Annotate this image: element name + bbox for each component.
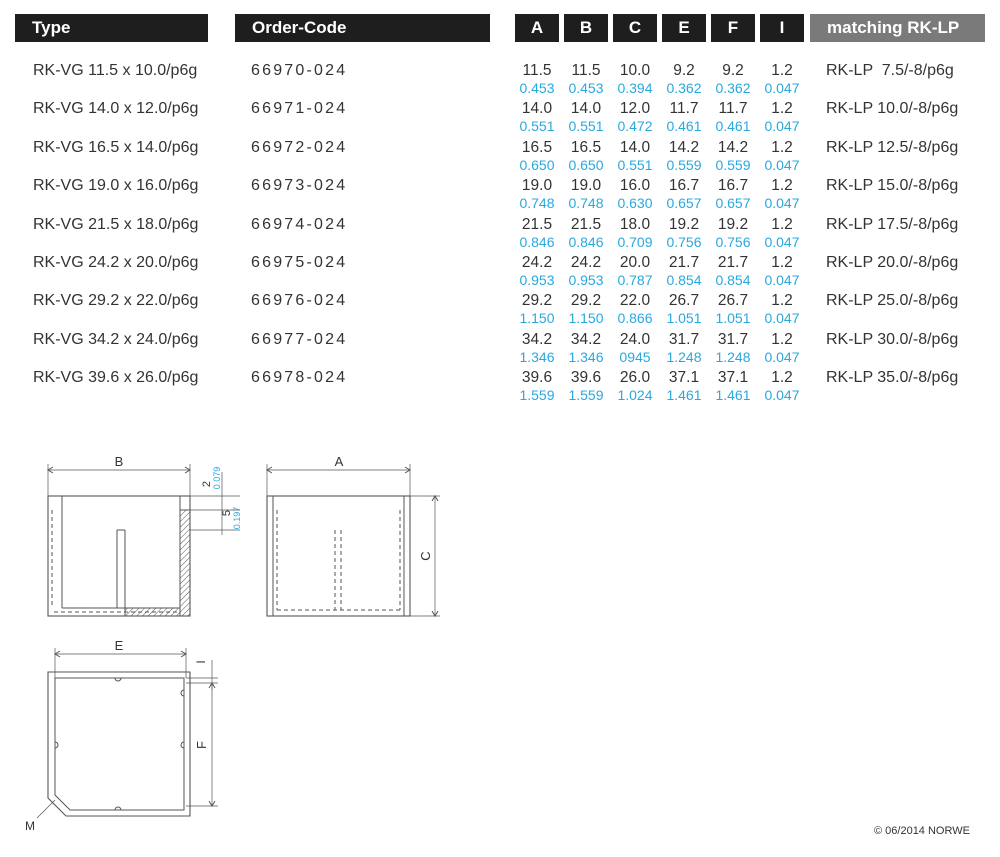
dim-f-cell bbox=[708, 292, 758, 327]
dim-i-cell bbox=[757, 100, 807, 135]
value-mm: 14.0 bbox=[521, 100, 553, 118]
value-inch: 0.551 bbox=[519, 118, 555, 135]
header-col-c: C bbox=[613, 14, 657, 42]
value-inch: 1.346 bbox=[568, 348, 604, 365]
header-order-code: Order-Code bbox=[235, 14, 490, 42]
dim-a-cell bbox=[512, 331, 562, 366]
matching-cell: RK-LP 7.5/-8/p6g bbox=[826, 62, 954, 79]
value-inch: 0.657 bbox=[715, 195, 751, 212]
value-mm: 16.5 bbox=[521, 138, 553, 156]
front-view-b bbox=[48, 464, 240, 616]
header-matching: matching RK-LP bbox=[810, 14, 985, 42]
copyright: © 06/2014 NORWE bbox=[874, 825, 970, 837]
value-mm: 14.2 bbox=[668, 138, 700, 156]
label-m: M bbox=[25, 819, 35, 833]
value-inch: 0.047 bbox=[764, 310, 800, 327]
dim-b-cell bbox=[561, 216, 611, 251]
dim-i-cell bbox=[757, 62, 807, 97]
dim-a-cell bbox=[512, 216, 562, 251]
value-mm: 39.6 bbox=[570, 369, 602, 387]
dim-f-cell bbox=[708, 254, 758, 289]
dim-i-cell bbox=[757, 139, 807, 174]
value-mm: 20.0 bbox=[619, 253, 651, 271]
dim-e-cell bbox=[659, 369, 709, 404]
order-code-cell: 66976-024 bbox=[251, 292, 348, 310]
order-code-cell: 66971-024 bbox=[251, 100, 348, 118]
value-mm: 10.0 bbox=[619, 62, 651, 79]
value-inch: 0.953 bbox=[568, 271, 604, 288]
value-mm: 14.2 bbox=[717, 138, 749, 156]
dim-b-cell bbox=[561, 139, 611, 174]
value-inch: 0.854 bbox=[666, 271, 702, 288]
dim-b-cell bbox=[561, 369, 611, 404]
value-inch: 0.854 bbox=[715, 271, 751, 288]
header-col-i: I bbox=[760, 14, 804, 42]
value-inch: 1.024 bbox=[617, 387, 653, 404]
value-inch: 0.748 bbox=[519, 195, 555, 212]
dim-b-cell bbox=[561, 292, 611, 327]
value-mm: 16.7 bbox=[717, 177, 749, 195]
value-mm: 11.5 bbox=[571, 62, 601, 79]
order-code-cell: 66975-024 bbox=[251, 253, 348, 271]
value-mm: 1.2 bbox=[771, 62, 793, 79]
dim-f-cell bbox=[708, 331, 758, 366]
dim-a-cell bbox=[512, 254, 562, 289]
dim-e-cell bbox=[659, 100, 709, 135]
value-mm: 1.2 bbox=[771, 138, 793, 156]
value-mm: 29.2 bbox=[570, 292, 602, 310]
value-inch: 0.756 bbox=[715, 233, 751, 250]
dim-a-cell bbox=[512, 139, 562, 174]
order-code-cell: 66978-024 bbox=[251, 369, 348, 387]
value-inch: 1.150 bbox=[568, 310, 604, 327]
dim-c-cell bbox=[610, 254, 660, 289]
dim-c-cell bbox=[610, 177, 660, 212]
dim-c-cell bbox=[610, 139, 660, 174]
value-mm: 24.2 bbox=[521, 253, 553, 271]
value-mm: 16.0 bbox=[619, 177, 651, 195]
matching-cell: RK-LP 10.0/-8/p6g bbox=[826, 100, 959, 118]
table-row bbox=[0, 292, 1000, 330]
value-inch: 0.461 bbox=[666, 118, 702, 135]
value-inch: 0.472 bbox=[617, 118, 653, 135]
value-mm: 1.2 bbox=[771, 215, 793, 233]
type-cell: RK-VG 24.2 x 20.0/p6g bbox=[33, 253, 199, 271]
dim-b-cell bbox=[561, 254, 611, 289]
dim-e-cell bbox=[659, 254, 709, 289]
table-row bbox=[0, 177, 1000, 215]
value-inch: 0.047 bbox=[764, 348, 800, 365]
label-c: C bbox=[418, 551, 433, 561]
value-mm: 19.2 bbox=[668, 215, 700, 233]
value-inch: 0.362 bbox=[715, 80, 751, 96]
value-inch: 0.748 bbox=[568, 195, 604, 212]
value-mm: 21.7 bbox=[668, 253, 700, 271]
value-mm: 11.7 bbox=[669, 100, 699, 118]
top-view-ef bbox=[37, 648, 218, 818]
value-mm: 26.0 bbox=[619, 369, 651, 387]
value-inch: 0.551 bbox=[617, 156, 653, 173]
value-inch: 0.461 bbox=[715, 118, 751, 135]
value-mm: 29.2 bbox=[521, 292, 553, 310]
value-inch: 1.051 bbox=[666, 310, 702, 327]
dim-e-cell bbox=[659, 216, 709, 251]
dim-2-in: 0.079 bbox=[212, 466, 222, 490]
value-inch: 1.559 bbox=[568, 387, 604, 404]
label-i: I bbox=[194, 660, 208, 664]
dim-a-cell bbox=[512, 100, 562, 135]
dim-a-cell bbox=[512, 369, 562, 404]
dim-a-cell bbox=[512, 62, 562, 97]
value-mm: 22.0 bbox=[619, 292, 651, 310]
dim-c-cell bbox=[610, 62, 660, 97]
dim-e-cell bbox=[659, 62, 709, 97]
value-inch: 0.756 bbox=[666, 233, 702, 250]
dim-a-cell bbox=[512, 177, 562, 212]
header-col-e: E bbox=[662, 14, 706, 42]
dim-i-cell bbox=[757, 292, 807, 327]
dim-i-cell bbox=[757, 216, 807, 251]
value-mm: 9.2 bbox=[673, 62, 695, 79]
value-mm: 11.7 bbox=[718, 100, 748, 118]
order-code-cell: 66977-024 bbox=[251, 330, 348, 348]
value-inch: 1.461 bbox=[715, 387, 751, 404]
value-mm: 1.2 bbox=[771, 369, 793, 387]
dim-e-cell bbox=[659, 331, 709, 366]
label-b: B bbox=[114, 454, 124, 469]
value-mm: 18.0 bbox=[619, 215, 651, 233]
dim-e-cell bbox=[659, 177, 709, 212]
value-mm: 1.2 bbox=[771, 177, 793, 195]
table-row bbox=[0, 369, 1000, 407]
value-mm: 26.7 bbox=[668, 292, 700, 310]
type-cell: RK-VG 19.0 x 16.0/p6g bbox=[33, 177, 199, 195]
dim-2: 2 bbox=[201, 480, 213, 488]
dim-b-cell bbox=[561, 62, 611, 97]
dim-c-cell bbox=[610, 369, 660, 404]
value-inch: 1.248 bbox=[715, 348, 751, 365]
table-row bbox=[0, 139, 1000, 177]
value-mm: 37.1 bbox=[717, 369, 749, 387]
type-cell: RK-VG 34.2 x 24.0/p6g bbox=[33, 330, 199, 348]
type-cell: RK-VG 21.5 x 18.0/p6g bbox=[33, 215, 199, 233]
value-inch: 0.047 bbox=[764, 80, 800, 96]
dim-i-cell bbox=[757, 254, 807, 289]
matching-cell: RK-LP 25.0/-8/p6g bbox=[826, 292, 959, 310]
value-inch: 0.559 bbox=[666, 156, 702, 173]
header-col-a: A bbox=[515, 14, 559, 42]
value-mm: 11.5 bbox=[522, 62, 552, 79]
value-inch: 0.846 bbox=[568, 233, 604, 250]
side-view-a bbox=[267, 464, 440, 616]
value-inch: 0.047 bbox=[764, 387, 800, 404]
dim-b-cell bbox=[561, 331, 611, 366]
dim-c-cell bbox=[610, 292, 660, 327]
value-inch: 1.150 bbox=[519, 310, 555, 327]
value-mm: 37.1 bbox=[668, 369, 700, 387]
matching-cell: RK-LP 20.0/-8/p6g bbox=[826, 253, 959, 271]
value-inch: 0.453 bbox=[519, 80, 555, 96]
value-mm: 19.0 bbox=[570, 177, 602, 195]
matching-cell: RK-LP 12.5/-8/p6g bbox=[826, 138, 959, 156]
header-col-f: F bbox=[711, 14, 755, 42]
dim-5-in: 0.197 bbox=[232, 506, 242, 530]
value-mm: 24.0 bbox=[619, 330, 651, 348]
value-inch: 0.047 bbox=[764, 118, 800, 135]
value-inch: 0.650 bbox=[568, 156, 604, 173]
label-a: A bbox=[334, 454, 344, 469]
dim-c-cell bbox=[610, 216, 660, 251]
value-inch: 1.461 bbox=[666, 387, 702, 404]
value-inch: 0.657 bbox=[666, 195, 702, 212]
value-inch: 0.650 bbox=[519, 156, 555, 173]
value-inch: 0.866 bbox=[617, 310, 653, 327]
matching-cell: RK-LP 17.5/-8/p6g bbox=[826, 215, 959, 233]
dim-b-cell bbox=[561, 177, 611, 212]
value-mm: 31.7 bbox=[668, 330, 700, 348]
value-inch: 0.047 bbox=[764, 195, 800, 212]
dim-f-cell bbox=[708, 369, 758, 404]
value-mm: 26.7 bbox=[717, 292, 749, 310]
value-mm: 31.7 bbox=[717, 330, 749, 348]
value-mm: 21.5 bbox=[570, 215, 602, 233]
value-inch: 0.787 bbox=[617, 271, 653, 288]
value-mm: 21.5 bbox=[521, 215, 553, 233]
matching-cell: RK-LP 35.0/-8/p6g bbox=[826, 369, 959, 387]
order-code-cell: 66972-024 bbox=[251, 138, 348, 156]
dim-c-cell bbox=[610, 331, 660, 366]
value-mm: 19.2 bbox=[717, 215, 749, 233]
value-inch: 0.630 bbox=[617, 195, 653, 212]
table-row bbox=[0, 254, 1000, 292]
value-mm: 1.2 bbox=[771, 292, 793, 310]
table-row bbox=[0, 100, 1000, 138]
dim-f-cell bbox=[708, 139, 758, 174]
value-mm: 39.6 bbox=[521, 369, 553, 387]
table-row bbox=[0, 216, 1000, 254]
value-mm: 16.5 bbox=[570, 138, 602, 156]
dim-a-cell bbox=[512, 292, 562, 327]
value-mm: 14.0 bbox=[570, 100, 602, 118]
value-inch: 0.453 bbox=[568, 80, 604, 96]
value-inch: 1.051 bbox=[715, 310, 751, 327]
label-f: F bbox=[194, 741, 209, 749]
type-cell: RK-VG 29.2 x 22.0/p6g bbox=[33, 292, 199, 310]
type-cell: RK-VG 11.5 x 10.0/p6g bbox=[33, 62, 198, 79]
value-inch: 0.953 bbox=[519, 271, 555, 288]
order-code-cell: 66970-024 bbox=[251, 62, 348, 79]
value-inch: 0.047 bbox=[764, 156, 800, 173]
value-mm: 24.2 bbox=[570, 253, 602, 271]
value-mm: 9.2 bbox=[722, 62, 744, 79]
dim-e-cell bbox=[659, 292, 709, 327]
dim-f-cell bbox=[708, 216, 758, 251]
value-inch: 0.846 bbox=[519, 233, 555, 250]
value-inch: 0.047 bbox=[764, 271, 800, 288]
value-inch: 0.709 bbox=[617, 233, 653, 250]
type-cell: RK-VG 14.0 x 12.0/p6g bbox=[33, 100, 199, 118]
value-mm: 19.0 bbox=[521, 177, 553, 195]
table-row bbox=[0, 62, 1000, 100]
type-cell: RK-VG 39.6 x 26.0/p6g bbox=[33, 369, 199, 387]
table-row bbox=[0, 331, 1000, 369]
dim-i-cell bbox=[757, 177, 807, 212]
value-mm: 12.0 bbox=[619, 100, 651, 118]
value-inch: 0.559 bbox=[715, 156, 751, 173]
value-mm: 34.2 bbox=[570, 330, 602, 348]
order-code-cell: 66973-024 bbox=[251, 177, 348, 195]
matching-cell: RK-LP 15.0/-8/p6g bbox=[826, 177, 959, 195]
type-cell: RK-VG 16.5 x 14.0/p6g bbox=[33, 138, 199, 156]
product-table bbox=[0, 62, 1000, 408]
value-mm: 21.7 bbox=[717, 253, 749, 271]
header-col-b: B bbox=[564, 14, 608, 42]
matching-cell: RK-LP 30.0/-8/p6g bbox=[826, 330, 959, 348]
label-e: E bbox=[114, 638, 124, 653]
value-mm: 14.0 bbox=[619, 138, 651, 156]
dim-f-cell bbox=[708, 100, 758, 135]
dim-e-cell bbox=[659, 139, 709, 174]
order-code-cell: 66974-024 bbox=[251, 215, 348, 233]
dim-5: 5 bbox=[221, 509, 233, 517]
dim-b-cell bbox=[561, 100, 611, 135]
dim-f-cell bbox=[708, 177, 758, 212]
value-inch: 0.362 bbox=[666, 80, 702, 96]
value-mm: 1.2 bbox=[771, 253, 793, 271]
value-mm: 1.2 bbox=[771, 330, 793, 348]
dim-i-cell bbox=[757, 369, 807, 404]
value-mm: 1.2 bbox=[771, 100, 793, 118]
value-inch: 0.551 bbox=[568, 118, 604, 135]
value-inch: 1.346 bbox=[519, 348, 555, 365]
value-inch: 1.248 bbox=[666, 348, 702, 365]
value-inch: 0.047 bbox=[764, 233, 800, 250]
dim-f-cell bbox=[708, 62, 758, 97]
value-inch: 1.559 bbox=[519, 387, 555, 404]
value-inch: 0.394 bbox=[617, 80, 653, 96]
dim-c-cell bbox=[610, 100, 660, 135]
value-mm: 16.7 bbox=[668, 177, 700, 195]
header-type: Type bbox=[15, 14, 208, 42]
dim-i-cell bbox=[757, 331, 807, 366]
value-mm: 34.2 bbox=[521, 330, 553, 348]
value-inch: 0945 bbox=[619, 348, 651, 365]
